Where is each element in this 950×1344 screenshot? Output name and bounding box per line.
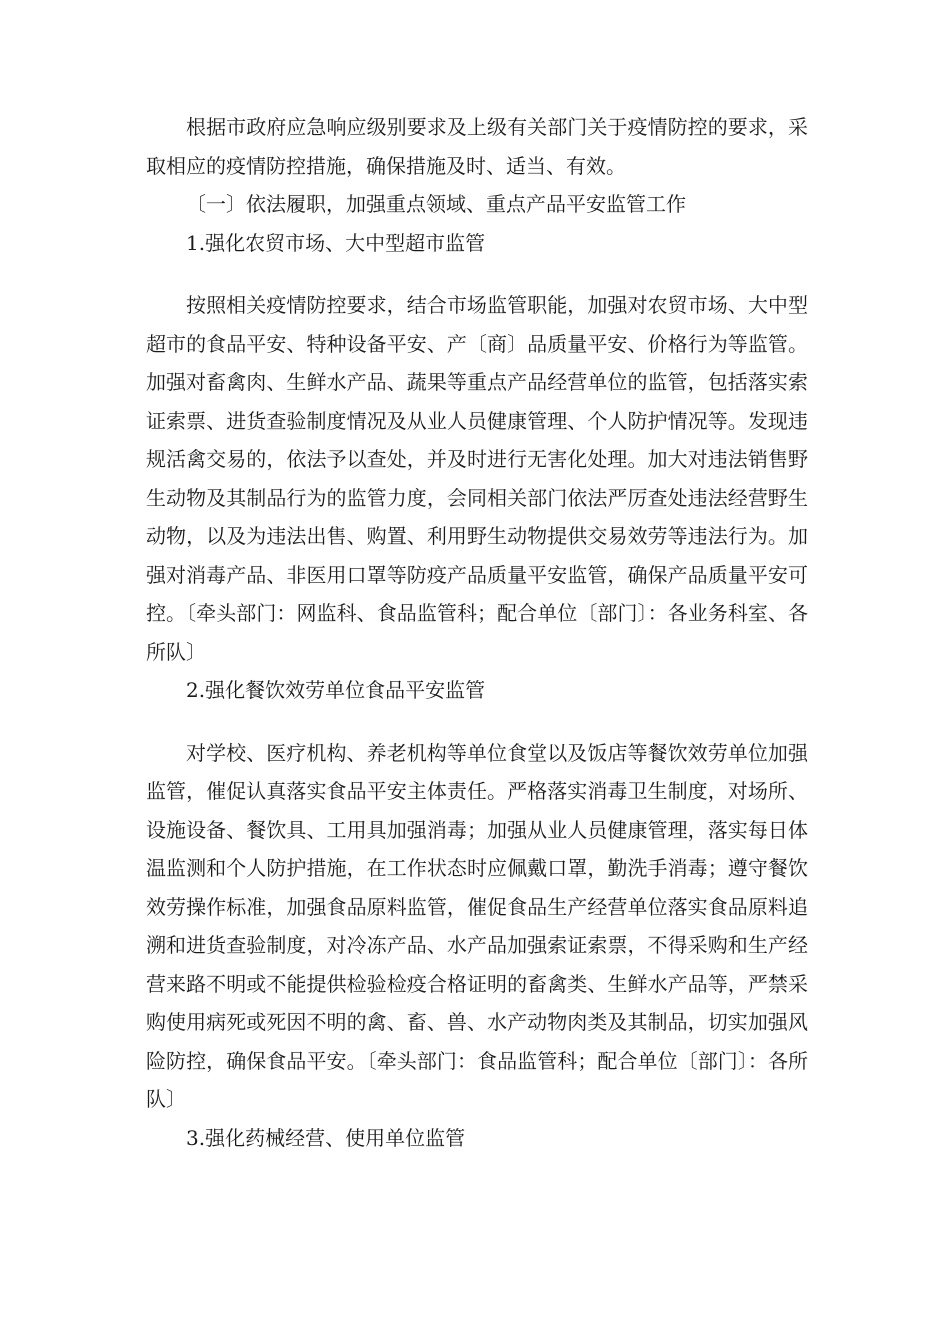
document-page bbox=[146, 108, 808, 1157]
section-1-heading: 〔一〕依法履职，加强重点领域、重点产品平安监管工作 bbox=[186, 192, 686, 216]
item-2-body: 对学校、医疗机构、养老机构等单位食堂以及饭店等餐饮效劳单位加强监管，催促认真落实食品平安主体责任。严格落实消毒卫生制度，对场所、设施设备、餐饮具、工用具加强消毒；加强从业人员健康管理，落实每日体温监测和个人防护措施，在工作状态时应佩戴口罩，勤洗手消毒；遵守餐饮效劳操作标准，加强食品原料监管，催促食品生产经营单位落实食品原料追溯和进货查验制度，对冷冻产品、水产品加强索证索票，不得采购和生产经营来路不明或不能提供检验检疫合格证明的畜禽类、生鲜水产品等，严禁采购使用病死或死因不明的禽、畜、兽、水产动物肉类及其制品，切实加强风险防控，确保食品平安。〔牵头部门：食品监管科；配合单位〔部门〕：各所队〕 bbox=[146, 740, 808, 1111]
intro-paragraph: 根据市政府应急响应级别要求及上级有关部门关于疫情防控的要求，采取相应的疫情防控措施，确保措施及时、适当、有效。 bbox=[146, 115, 808, 178]
item-3-heading: 3.强化药械经营、使用单位监管 bbox=[186, 1125, 466, 1150]
item-1-heading: 1.强化农贸市场、大中型超市监管 bbox=[186, 230, 486, 255]
item-2-heading: 2.强化餐饮效劳单位食品平安监管 bbox=[186, 678, 486, 702]
item-1-body: 按照相关疫情防控要求，结合市场监管职能，加强对农贸市场、大中型超市的食品平安、特种设备平安、产〔商〕品质量平安、价格行为等监管。加强对畜禽肉、生鲜水产品、蔬果等重点产品经营单位的监管，包括落实索证索票、进货查验制度情况及从业人员健康管理、个人防护情况等。发现违规活禽交易的，依法予以查处，并及时进行无害化处理。加大对违法销售野生动物及其制品行为的监管力度，会同相关部门依法严厉查处违法经营野生动物，以及为违法出售、购置、利用野生动物提供交易效劳等违法行为。加强对消毒产品、非医用口罩等防疫产品质量平安监管，确保产品质量平安可控。〔牵头部门：网监科、食品监管科；配合单位〔部门〕：各业务科室、各所队〕 bbox=[146, 293, 808, 664]
